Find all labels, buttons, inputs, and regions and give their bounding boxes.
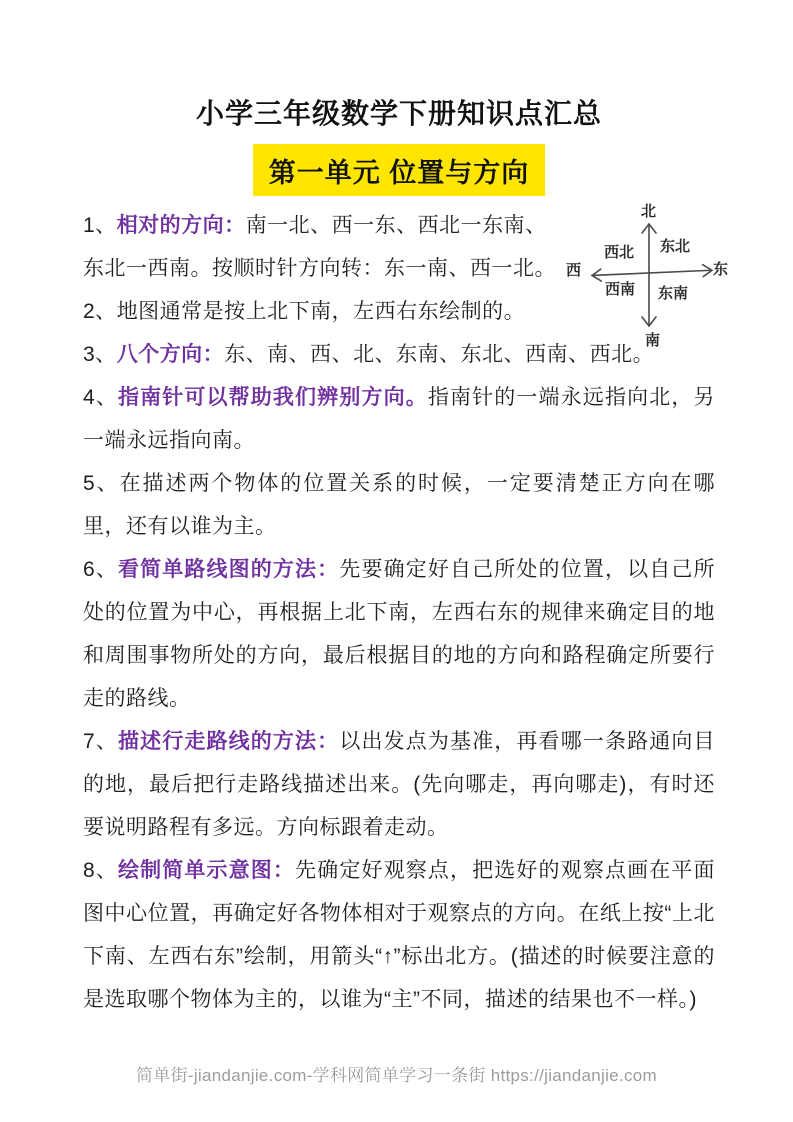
item-number: 8、 — [83, 859, 118, 882]
item-number: 7、 — [83, 730, 118, 753]
item-text: 地图通常是按上北下南，左西右东绘制的。 — [116, 300, 526, 323]
knowledge-point-4 — [83, 376, 715, 462]
compass-label-northwest: 西北 — [604, 244, 635, 261]
item-text: 先确定好观察点，把选好的观察点画在平面图中心位置，再确定好各物体相对于观察点的方向。在纸上按“上北下南、左西右东”绘制，用箭头“↑”标出北方。(描述的时候要注意的是选取哪个物体为主的，以谁为“主”不同，描述的结果也不一样。) — [83, 859, 715, 1011]
item-lead: 相对的方向： — [116, 214, 246, 237]
item-lead: 绘制简单示意图： — [117, 859, 296, 882]
page-title: 小学三年级数学下册知识点汇总 — [195, 98, 602, 129]
item-text: 南一北、西一东、西北一东南、东北一西南。按顺时针方向转：东一南、西一北。 — [83, 214, 556, 280]
item-lead: 八个方向： — [116, 343, 225, 366]
item-number: 3、 — [83, 343, 117, 366]
item-text: 先要确定好自己所处的位置，以自己所处的位置为中心，再根据上北下南，左西右东的规律来确定目的地和周围事物所处的方向，最后根据目的地的方向和路程确定所要行走的路线。 — [83, 558, 716, 710]
item-lead: 描述行走路线的方法： — [117, 730, 340, 753]
compass-label-west: 西 — [566, 262, 582, 279]
item-text: 在描述两个物体的位置关系的时候，一定要清楚正方向在哪里，还有以谁为主。 — [83, 472, 715, 538]
item-text: 以出发点为基准，再看哪一条路通向目的地，最后把行走路线描述出来。(先向哪走，再向哪走)，有时还要说明路程有多远。方向标跟着走动。 — [83, 730, 716, 839]
compass-diagram — [563, 196, 735, 354]
compass-label-southeast: 东南 — [658, 285, 689, 302]
compass-label-southwest: 西南 — [605, 281, 636, 298]
knowledge-point-7 — [83, 720, 715, 849]
item-lead: 看简单路线图的方法： — [117, 558, 340, 581]
item-number: 5、 — [83, 472, 120, 495]
compass-label-north: 北 — [641, 203, 657, 220]
unit-subtitle: 第一单元 位置与方向 — [253, 144, 546, 196]
knowledge-point-1 — [83, 204, 565, 290]
item-number: 2、 — [83, 300, 117, 323]
compass-label-northeast: 东北 — [660, 238, 691, 255]
item-lead: 指南针可以帮助我们辨别方向。 — [117, 386, 428, 409]
watermark-footer: 简单街-jiandanjie.com-学科网简单学习一条街 https://jiandanjie.com — [135, 1066, 658, 1085]
item-number: 6、 — [83, 558, 118, 581]
knowledge-point-2 — [83, 290, 565, 333]
knowledge-point-8 — [83, 849, 715, 1021]
compass-label-east: 东 — [713, 261, 729, 278]
knowledge-point-6 — [83, 548, 715, 720]
subtitle-row — [83, 144, 715, 196]
item-text: 指南针的一端永远指向北，另一端永远指向南。 — [83, 386, 715, 452]
compass-label-south: 南 — [645, 332, 661, 349]
item-number: 4、 — [83, 386, 118, 409]
item-number: 1、 — [83, 214, 117, 237]
knowledge-point-5 — [83, 462, 715, 548]
item-text: 东、南、西、北、东南、东北、西南、西北。 — [224, 343, 655, 366]
